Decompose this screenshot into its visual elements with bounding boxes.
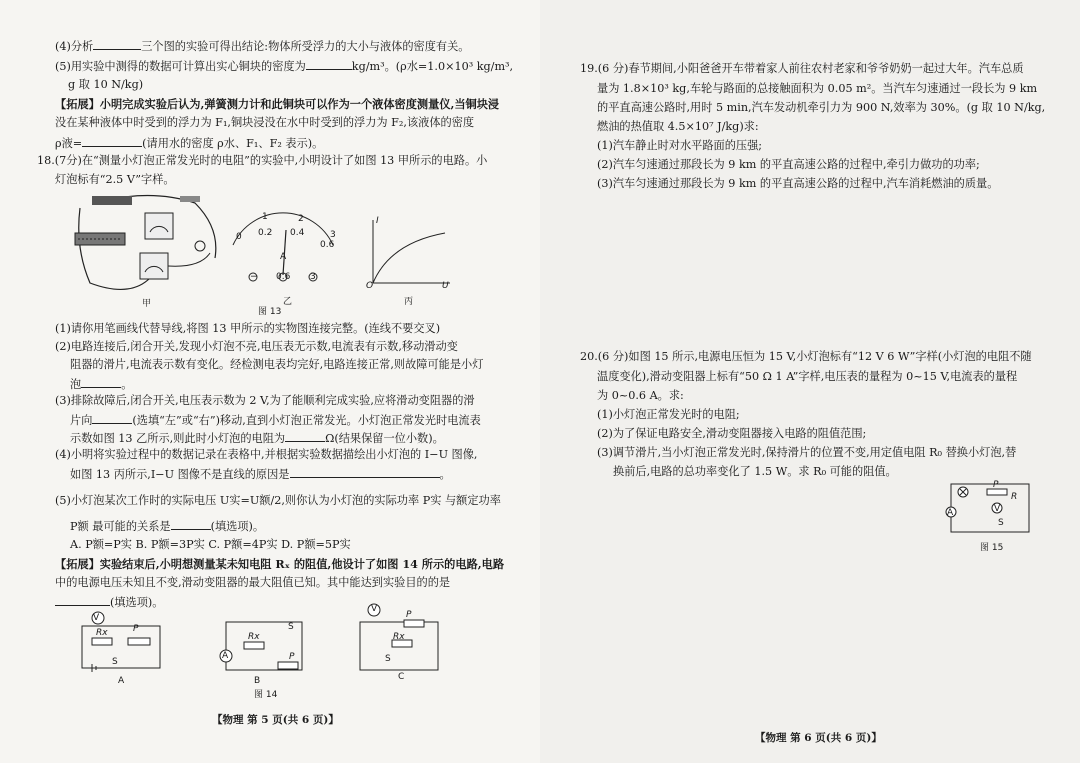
figure-label: 乙 (283, 297, 293, 307)
text-line: 没在某种液体中时受到的浮力为 F₁,铜块浸没在水中时受到的浮力为 F₂,该液体的密度 (55, 116, 475, 129)
text-line: 如图 13 丙所示,I−U 图像不是直线的原因是 。 (70, 468, 451, 481)
text-line: (2)电路连接后,闭合开关,发现小灯泡不亮,电压表无示数,电流表有示数,移动滑动变 (55, 340, 458, 353)
text-line: 【拓展】实验结束后,小明想测量某未知电阻 Rₓ 的阻值,他设计了如图 14 所示的电路,电路 (55, 557, 505, 571)
meter-label: V (93, 613, 100, 623)
text-line: ρ液= (请用水的密度 ρ水、F₁、F₂ 表示)。 (55, 137, 324, 150)
text-line: (4)分析 三个图的实验可得出结论:物体所受浮力的大小与液体的密度有关。 (55, 40, 470, 53)
text-line: 示数如图 13 乙所示,则此时小灯泡的电阻为 Ω(结果保留一位小数)。 (70, 432, 444, 445)
terminal-label: 3 (310, 272, 316, 282)
figure-caption: 图 15 (980, 543, 1004, 553)
component-label: P (406, 610, 412, 620)
option-label: B (254, 676, 261, 686)
meter-tick: 1 (262, 212, 268, 222)
answer-blank[interactable] (290, 466, 440, 478)
answer-blank[interactable] (306, 58, 352, 70)
component-label: S (385, 654, 391, 664)
figure-14-circuit-b (220, 614, 310, 674)
answer-blank[interactable] (55, 594, 110, 606)
terminal-label: − (250, 272, 258, 282)
component-label: S (998, 518, 1004, 528)
meter-label: A (947, 508, 954, 518)
terminal-label: 0.6 (276, 272, 291, 282)
text-line: 中的电源电压未知且不变,滑动变阻器的最大阻值已知。其中能达到实验目的的是 (55, 576, 451, 589)
component-label: S (288, 622, 294, 632)
text-line: 的平直高速公路时,用时 5 min,汽车发动机牵引力为 900 N,效率为 30%。(g 取 10 N/kg, (597, 101, 1046, 114)
text-line: (3)调节滑片,当小灯泡正常发光时,保持滑片的位置不变,用定值电阻 R₀ 替换小灯泡,替 (597, 446, 1017, 459)
text-line: (1)小灯泡正常发光时的电阻; (597, 408, 740, 421)
page-footer: 【物理 第 5 页(共 6 页)】 (212, 714, 339, 726)
figure-caption: 图 14 (254, 690, 278, 700)
text-line: 阻器的滑片,电流表示数有变化。经检测电表均完好,电路连接正常,则故障可能是小灯 (70, 358, 484, 371)
text-line: P额 最可能的关系是 (填选项)。 (70, 520, 265, 533)
text-line: 温度变化),滑动变阻器上标有“50 Ω 1 A”字样,电压表的量程为 0~15 V,电流表的量程 (597, 370, 1018, 383)
question-20-head: 20.(6 分)如图 15 所示,电源电压恒为 15 V,小灯泡标有“12 V 6 W”字样(小灯泡的电阻不随 (580, 350, 1032, 363)
option-label: C (398, 672, 405, 682)
component-label: P (133, 624, 139, 634)
options-line: A. P额=P实 B. P额=3P实 C. P额=4P实 D. P额=5P实 (70, 538, 351, 551)
figure-13-bing-iu-graph (365, 218, 455, 288)
question-18-head: 18.(7分)在“测量小灯泡正常发光时的电阻”的实验中,小明设计了如图 13 甲所示的电路。小 (37, 154, 488, 167)
figure-caption: 图 13 (258, 307, 282, 317)
meter-label: A (222, 651, 229, 661)
text-line: 燃油的热值取 4.5×10⁷ J/kg)求: (597, 120, 759, 133)
text-line: (5)用实验中测得的数据可计算出实心铜块的密度为 kg/m³。(ρ水=1.0×10³ kg/m³, (55, 60, 514, 73)
answer-blank[interactable] (171, 518, 211, 530)
text-line: (1)汽车静止时对水平路面的压强; (597, 139, 763, 152)
origin-label: O (366, 281, 374, 291)
component-label: P (993, 480, 999, 490)
figure-label: 丙 (404, 297, 414, 307)
text-line: 片向 (选填“左”或“右”)移动,直到小灯泡正常发光。小灯泡正常发光时电流表 (70, 414, 481, 427)
figure-13-jia-circuit (70, 188, 220, 298)
answer-blank[interactable] (92, 412, 132, 424)
answer-blank[interactable] (82, 135, 142, 147)
answer-blank[interactable] (93, 38, 141, 50)
text-line: (3)排除故障后,闭合开关,电压表示数为 2 V,为了能顺利完成实验,应将滑动变阻器的滑 (55, 394, 475, 407)
meter-tick: 0.2 (258, 228, 273, 238)
text-line: 泡 。 (70, 378, 133, 391)
component-label: Rx (96, 628, 108, 638)
text-line: 灯泡标有“2.5 V”字样。 (55, 173, 175, 186)
component-label: S (112, 657, 118, 667)
meter-label: V (371, 604, 378, 614)
text-line: (5)小灯泡某次工作时的实际电压 U实=U额/2,则你认为小灯泡的实际功率 P实 与额定功率 (55, 494, 501, 507)
text-line: (2)汽车匀速通过那段长为 9 km 的平直高速公路的过程中,牵引力做功的功率; (597, 158, 980, 171)
text-line: (2)为了保证电路安全,滑动变阻器接入电路的阻值范围; (597, 427, 867, 440)
text-line: (4)小明将实验过程中的数据记录在表格中,并根据实验数据描绘出小灯泡的 I−U 图像, (55, 448, 478, 461)
answer-blank[interactable] (285, 430, 325, 442)
axis-label: I (376, 216, 379, 226)
text-line: 量为 1.8×10³ kg,车轮与路面的总接触面积为 0.05 m²。当汽车匀速通过一段长为 9 km (597, 82, 1038, 95)
question-19-head: 19.(6 分)春节期间,小阳爸爸开车带着家人前往农村老家和爷爷奶奶一起过大年。汽车总质 (580, 62, 1024, 75)
axis-label: U (442, 281, 449, 291)
figure-label: 甲 (142, 299, 152, 309)
meter-tick: 0.4 (290, 228, 305, 238)
text-line: 【拓展】小明完成实验后认为,弹簧测力计和此铜块可以作为一个液体密度测量仪,当铜块浸 (55, 97, 500, 111)
figure-14-circuit-a (78, 612, 168, 674)
text-line: g 取 10 N/kg) (68, 78, 144, 91)
component-label: Rx (248, 632, 260, 642)
component-label: R (1011, 492, 1018, 502)
figure-15-circuit (945, 478, 1035, 538)
component-label: P (289, 652, 295, 662)
text-line: 为 0~0.6 A。求: (597, 389, 684, 402)
answer-blank[interactable] (81, 376, 121, 388)
component-label: Rx (393, 632, 405, 642)
meter-unit: A (280, 252, 287, 262)
text-line: (填选项)。 (55, 594, 163, 610)
meter-tick: 2 (298, 214, 304, 224)
page-6 (540, 0, 1080, 763)
meter-tick: 0 (236, 232, 242, 242)
meter-tick: 3 (330, 230, 336, 240)
meter-tick: 0.6 (320, 240, 335, 250)
meter-label: V (994, 504, 1001, 514)
page-footer: 【物理 第 6 页(共 6 页)】 (755, 732, 882, 744)
option-label: A (118, 676, 125, 686)
text-line: 换前后,电路的总功率变化了 1.5 W。求 R₀ 可能的阻值。 (613, 465, 897, 478)
text-line: (1)请你用笔画线代替导线,将图 13 甲所示的实物图连接完整。(连线不要交叉) (55, 322, 441, 335)
text-line: (3)汽车匀速通过那段长为 9 km 的平直高速公路的过程中,汽车消耗燃油的质量。 (597, 177, 999, 190)
